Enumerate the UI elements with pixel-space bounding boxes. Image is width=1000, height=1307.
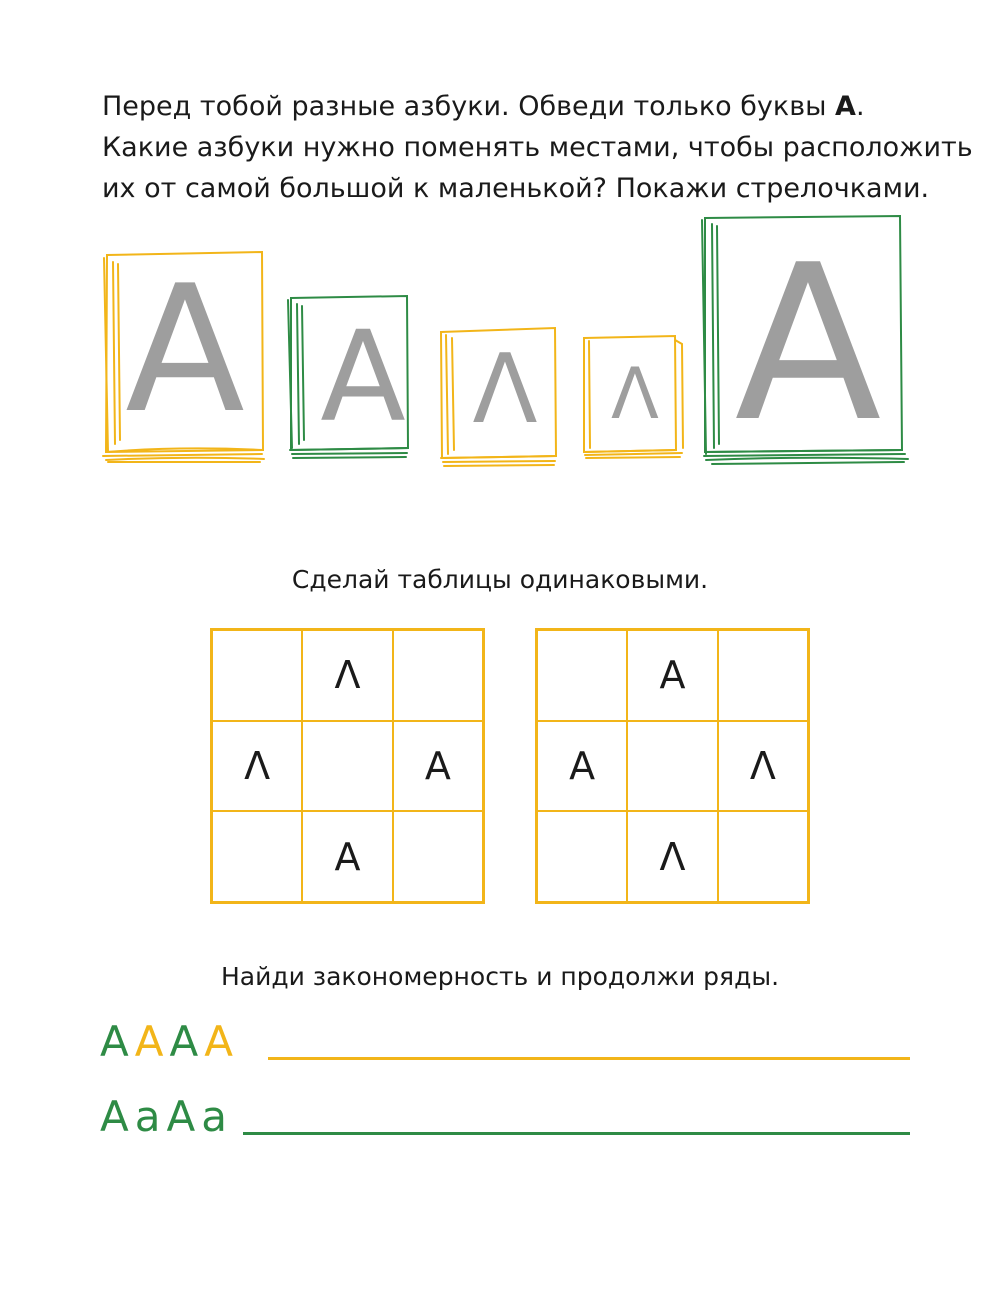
pattern-letter: A — [134, 1017, 164, 1066]
book-3-letter: Λ — [472, 335, 538, 445]
table-cell[interactable] — [302, 721, 392, 812]
table-cell[interactable]: Λ — [302, 630, 392, 721]
table-left — [210, 628, 485, 904]
instructions — [102, 86, 973, 209]
target-letter: А — [835, 91, 856, 122]
table-cell[interactable]: A — [537, 721, 627, 812]
book-1-letter: A — [125, 249, 245, 452]
table-cell[interactable]: A — [627, 630, 717, 721]
table-cell[interactable] — [627, 721, 717, 812]
table-cell[interactable] — [212, 630, 302, 721]
table-cell[interactable] — [212, 811, 302, 902]
table-cell[interactable]: Λ — [212, 721, 302, 812]
pattern-letter: A — [204, 1017, 233, 1066]
answer-line[interactable] — [268, 1057, 910, 1060]
books-illustration — [0, 200, 1000, 490]
table-cell[interactable] — [393, 811, 483, 902]
answer-line[interactable] — [243, 1132, 910, 1135]
table-cell[interactable]: Λ — [718, 721, 808, 812]
alphabet-books — [0, 200, 1000, 490]
instruction-period: . — [855, 91, 865, 122]
table-cell[interactable] — [718, 630, 808, 721]
tables-heading: Сделай таблицы одинаковыми. — [291, 565, 709, 594]
pattern-letter: a — [201, 1092, 227, 1141]
table-cell[interactable]: Λ — [627, 811, 717, 902]
pattern-letters — [100, 1017, 239, 1066]
instruction-text: Перед тобой разные азбуки. Обведи только буквы — [102, 91, 836, 122]
table-cell[interactable] — [537, 630, 627, 721]
pattern-heading: Найди закономерность и продолжи ряды. — [220, 962, 780, 991]
book-2-letter: A — [320, 305, 406, 450]
pattern-letter: A — [100, 1017, 129, 1066]
pattern-letter: A — [169, 1017, 199, 1066]
pattern-row-2 — [100, 1085, 910, 1145]
table-cell[interactable]: A — [302, 811, 392, 902]
table-cell[interactable] — [537, 811, 627, 902]
table-cell[interactable] — [718, 811, 808, 902]
pattern-letters — [100, 1092, 233, 1141]
instruction-line-3: их от самой большой к маленькой? Покажи стрелочками. — [102, 173, 930, 204]
table-right — [535, 628, 810, 904]
pattern-letter: A — [100, 1092, 129, 1141]
book-5-letter: A — [734, 218, 882, 469]
book-4-letter: Λ — [611, 353, 659, 435]
pattern-letter: a — [134, 1092, 161, 1141]
table-cell[interactable] — [393, 630, 483, 721]
pattern-letter: A — [166, 1092, 196, 1141]
instruction-line-1 — [102, 86, 962, 127]
table-cell[interactable]: A — [393, 721, 483, 812]
pattern-row-1 — [100, 1010, 910, 1070]
instruction-line-2: Какие азбуки нужно поменять местами, чтобы расположить — [102, 132, 973, 163]
